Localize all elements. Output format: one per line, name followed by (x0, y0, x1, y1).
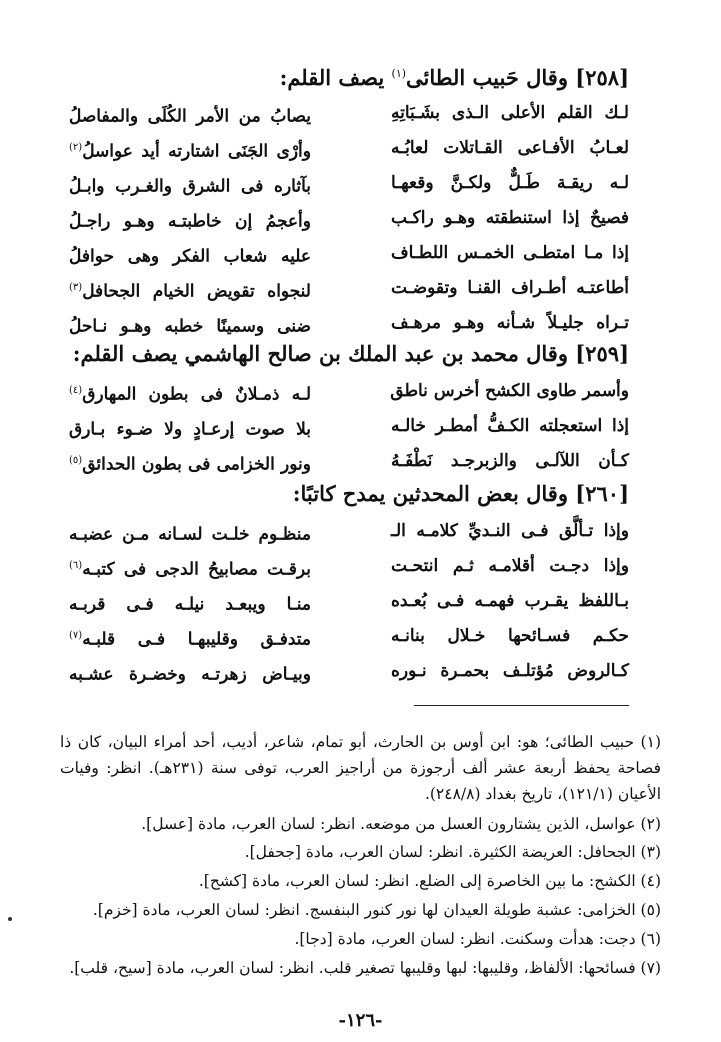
section-259-heading: [٢٥٩] وقال محمد بن عبد الملك بن صالح الهاشمي يصف القلم: (72, 341, 629, 366)
verse-second-hemistich: منـا ويبعـد نيلـه فـى قربـه (69, 594, 311, 615)
verse-second-hemistich: بآثاره فى الشرق والغـرب وابـلُ (69, 176, 311, 197)
footnote-2: (٢) عواسل، الذين يشتارون العسل من موضعه. انظر: لسان العرب، مادة [عسل]. (141, 815, 661, 833)
footnote-4: (٤) الكشح: ما بين الخاصرة إلى الضلع. انظر: لسان العرب، مادة [كشح]. (198, 872, 661, 890)
verse-first-hemistich: كـالروض مُؤتلـف بحمـرة نـوره (391, 661, 629, 681)
verse-first-hemistich: بـاللفظ يقـرب فهمـه فـى بُعـده (391, 591, 629, 611)
footnote-separator (414, 705, 629, 706)
verse-second-hemistich: لـه ذمـلانٌ فى بطون المهارق$^{(٤)}$ (69, 384, 311, 405)
footnote-3: (٣) الجحافل: العريضة الكثيرة. انظر: لسان العرب، مادة [جحفل]. (244, 843, 661, 861)
verse-first-hemistich: وإذا تـألَّق فـى النـديِّ كلامـه الـ (391, 521, 629, 541)
page-number: -١٢٦- (338, 1010, 383, 1031)
verse-line (69, 551, 629, 585)
verse-line (69, 203, 629, 237)
verse-second-hemistich: وبيـاض زهرتـه وخضـرة عشـبه (69, 664, 311, 685)
verse-line (69, 621, 629, 655)
verse-line (69, 656, 629, 690)
verse-line (69, 446, 629, 480)
verse-first-hemistich: إذا مـا امتطـى الخمـس اللطـاف (391, 243, 629, 263)
footnote-ref: (١) (391, 67, 407, 80)
verse-first-hemistich: لـه ريقـة طَـلٌّ ولكـنَّ وقعهـا (391, 173, 629, 193)
verse-line (69, 168, 629, 202)
verse-line (69, 411, 629, 445)
verse-first-hemistich: كـأن اللآلـى والزبرجـد نَطْفَـهُ (391, 451, 629, 471)
verse-line (69, 376, 629, 410)
verse-first-hemistich: وأسمر طاوى الكشح أخرس ناطق (390, 381, 629, 401)
section-258-heading (60, 60, 629, 92)
verse-second-hemistich: عليه شعاب الفكر وهى حوافلُ (69, 246, 311, 267)
verse-second-hemistich: وأعجمُ إن خاطبتـه وهـو راجـلُ (69, 211, 311, 232)
verse-first-hemistich: لعـابُ الأفـاعى القـاتلات لعابُـه (391, 138, 629, 158)
verse-second-hemistich: ضنى وسمينًا خطبه وهـو نـاحلُ (69, 316, 311, 337)
verse-line (69, 98, 629, 132)
section-260-heading: [٢٦٠] وقال بعض المحدثين يمدح كاتبًا: (292, 481, 629, 506)
verse-second-hemistich: لنجواه تقويض الخيام الجحافل$^{(٣)}$ (69, 281, 311, 302)
verse-first-hemistich: لـك القلم الأعلى الـذى بشَـبَاتِهِ (391, 103, 629, 123)
verse-line (69, 273, 629, 307)
verse-first-hemistich: فصيحٌ إذا استنطقته وهـو راكـب (391, 208, 629, 228)
footnote-1: (١) حبيب الطائى؛ هو: ابن أوس بن الحارث، أبو تمام، شاعر، أديب، أحد أمراء البيان، كان ذا فصاحة يحفظ أربعة عشر ألف أرجوزة من أراجيز العرب، توفى سنة (٢٣١هـ). انظر: وفيات الأعيان (١٢١/١)، تاريخ بغداد (٢٤٨/٨). (60, 733, 661, 803)
verse-line (69, 308, 629, 342)
verse-second-hemistich: ونور الخزامى فى بطون الحدائق$^{(٥)}$ (69, 454, 311, 475)
verse-first-hemistich: وإذا دجـت أقلامـه ثـم انتحـت (391, 556, 629, 576)
verse-second-hemistich: منظـوم خلـت لسـانه مـن عضبـه (69, 524, 311, 545)
verse-line (69, 133, 629, 167)
section-258-title-tail: يصف القلم: (279, 65, 392, 90)
verse-first-hemistich: إذا استعجلته الكـفُّ أمطـر خالـه (391, 416, 629, 436)
verse-line (69, 586, 629, 620)
verse-first-hemistich: أطاعتـه أطـراف القنـا وتقوضـت (391, 278, 629, 298)
footnote-5: (٥) الخزامى: عشبة طويلة العيدان لها نور كنور البنفسج. انظر: لسان العرب، مادة [خزم]. (92, 901, 661, 919)
verse-second-hemistich: يصابُ من الأمر الكُلَى والمفاصلُ (69, 106, 311, 127)
verse-first-hemistich: تـراه جليـلاً شـأنه وهـو مرهـف (391, 313, 629, 333)
verse-line (69, 516, 629, 550)
verse-second-hemistich: برقـت مصابيحُ الدجى فى كتبـه$^{(٦)}$ (69, 559, 311, 580)
verse-second-hemistich: وأرْى الجَنَى اشتارته أيد عواسلُ$^{(٢)}$ (69, 141, 311, 162)
verse-second-hemistich: بلا صوت إرعـادٍ ولا ضـوء بـارق (69, 419, 311, 440)
verse-first-hemistich: حكـم فسـائحها خـلال بنانـه (391, 626, 629, 646)
verse-line (69, 238, 629, 272)
scan-speck (8, 917, 12, 921)
section-258-title: [٢٥٨] وقال حَبيب الطائى (406, 65, 629, 90)
footnote-7: (٧) فسائحها: الألفاظ، وقليبها: لبها وقليبها تصغير قلب. انظر: لسان العرب، مادة [سيح، قلب]. (69, 959, 661, 977)
footnote-6: (٦) دجت: هدأت وسكنت. انظر: لسان العرب، مادة [دجا]. (294, 930, 661, 948)
verse-second-hemistich: متدفـق وقليبهـا فـى قلبـه$^{(٧)}$ (69, 629, 311, 650)
